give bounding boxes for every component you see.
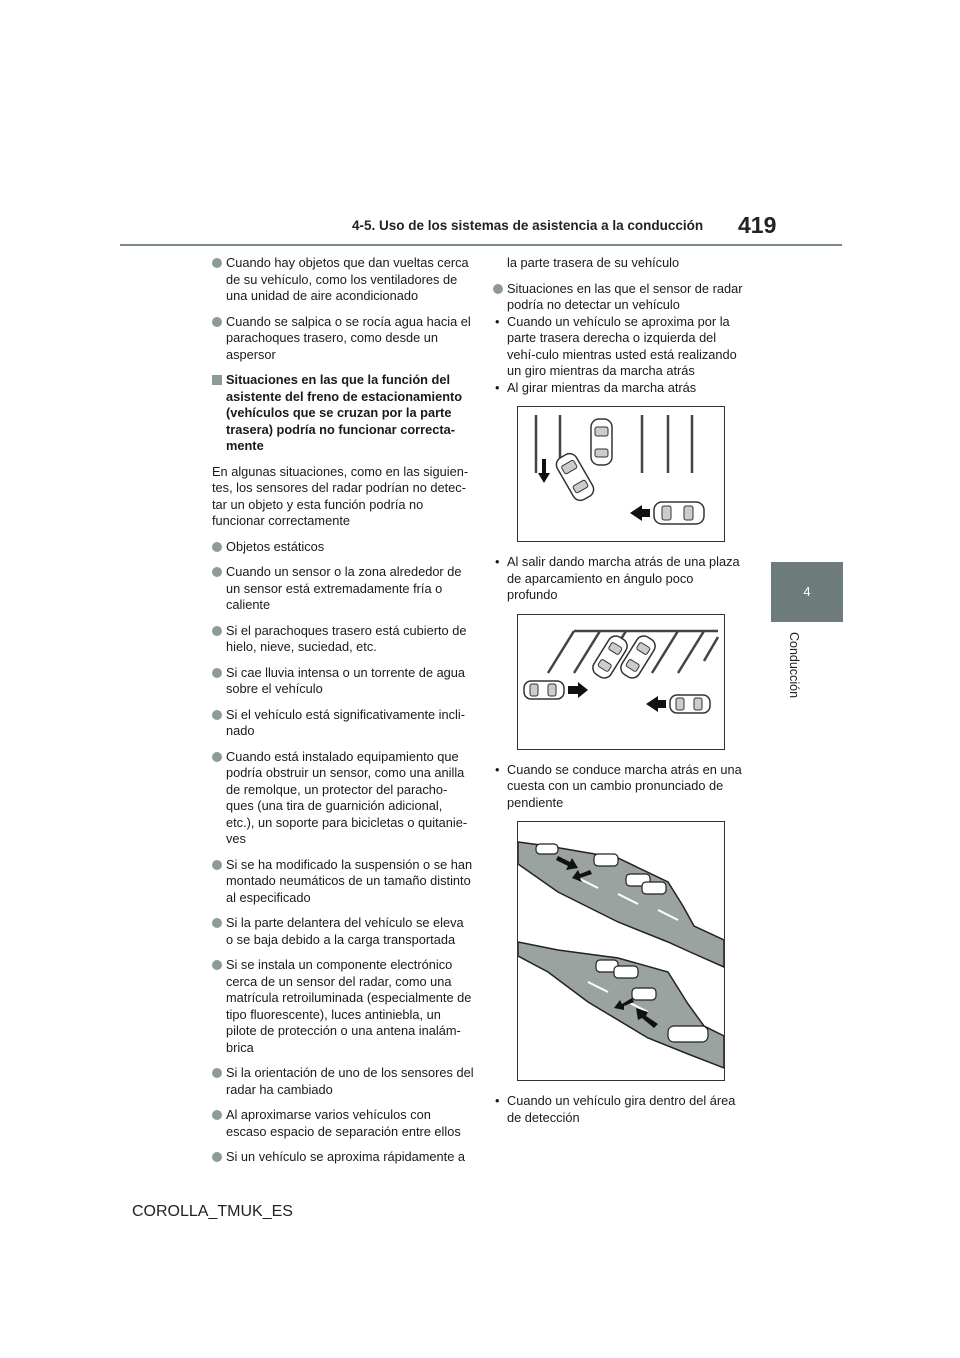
list-item: Situaciones en las que el sensor de radar podría no detectar un vehículo: [493, 281, 745, 314]
bullet-icon: [212, 567, 222, 577]
bullet-icon: [212, 542, 222, 552]
left-column: [212, 255, 474, 1175]
section-subheading: Situaciones en las que la función del asistente del freno de estacionamiento (vehículos que se cruzan por la parte trasera) podría no funcionar correcta-mente: [212, 372, 474, 455]
reversing-car-icon: [553, 451, 596, 504]
angled-parking-illustration: [518, 615, 724, 749]
bullet-icon: [212, 626, 222, 636]
bullet-icon: [212, 1152, 222, 1162]
bullet-icon: [212, 317, 222, 327]
intro-paragraph: En algunas situaciones, como en las siguien-tes, los sensores del radar podrían no detec-tar un objeto y esta función podría no funcionar correctamente: [212, 463, 469, 528]
list-item: Objetos estáticos: [212, 539, 474, 556]
arrow-left-icon: [630, 505, 650, 521]
page-number: 419: [738, 212, 777, 238]
list-item: Si un vehículo se aproxima rápidamente a: [212, 1149, 474, 1166]
car-icon: [614, 966, 638, 978]
list-item: Cuando hay objetos que dan vueltas cerca de su vehículo, como los ventiladores de una unidad de aire acondicionado: [212, 255, 474, 305]
list-item: Cuando está instalado equipamiento que podría obstruir un sensor, como una anilla de remolque, un protector del paracho-ques (una tira de guarnición adicional, etc.), un soporte para bicicletas o quitanie-ves: [212, 749, 474, 848]
square-bullet-icon: [212, 375, 222, 385]
figure-angled-parking: [517, 614, 725, 750]
car-icon: [594, 854, 618, 866]
dash-item: • Cuando un vehículo gira dentro del área de detección: [495, 1093, 736, 1125]
list-item: Cuando un sensor o la zona alrededor de un sensor está extremadamente fría o caliente: [212, 564, 474, 614]
right-column: [493, 255, 745, 1126]
dash-item: • Al salir dando marcha atrás de una plaza de aparcamiento en ángulo poco profundo: [495, 554, 740, 602]
dash-item: • Cuando un vehículo se aproxima por la parte trasera derecha o izquierda del vehí-culo mientras usted está realizando un giro mientras da marcha atrás: [495, 313, 737, 378]
bullet-icon: [212, 960, 222, 970]
bullet-icon: [212, 752, 222, 762]
list-item: Cuando se salpica o se rocía agua hacia el parachoques trasero, como desde un aspersor: [212, 314, 474, 364]
right-car-icon: [670, 695, 710, 713]
car-icon: [632, 988, 656, 1000]
page-header-title: 4-5. Uso de los sistemas de asistencia a la conducción: [352, 218, 704, 233]
parked-car-icon: [591, 419, 612, 465]
continued-text: la parte trasera de su vehículo: [507, 255, 680, 270]
parking-lot-illustration: [518, 407, 724, 541]
bullet-icon: [212, 668, 222, 678]
bullet-icon: [212, 860, 222, 870]
list-item: Si la orientación de uno de los sensores del radar ha cambiado: [212, 1065, 474, 1098]
bullet-icon: [212, 258, 222, 268]
list-item: Al aproximarse varios vehículos con escaso espacio de separación entre ellos: [212, 1107, 474, 1140]
footer-model-code: COROLLA_TMUK_ES: [132, 1203, 293, 1220]
bullet-icon: [212, 918, 222, 928]
car-icon: [536, 844, 558, 854]
bullet-icon: [212, 710, 222, 720]
left-car-icon: [524, 681, 564, 699]
figure-turning-reverse: [517, 406, 725, 542]
bullet-icon: [212, 1068, 222, 1078]
arrow-down-icon: [538, 459, 550, 483]
chapter-tab: 4: [771, 562, 843, 622]
header-rule: [120, 244, 842, 246]
list-item: Si la parte delantera del vehículo se eleva o se baja debido a la carga transportada: [212, 915, 474, 948]
list-item: Si cae lluvia intensa o un torrente de agua sobre el vehículo: [212, 665, 474, 698]
approaching-car-icon: [654, 502, 704, 524]
list-item: Si el vehículo está significativamente incli-nado: [212, 707, 474, 740]
arrow-left-icon: [646, 696, 666, 712]
chapter-label: Conducción: [787, 632, 801, 699]
dash-item: • Al girar mientras da marcha atrás: [495, 379, 697, 395]
slope-illustration: [518, 822, 724, 1080]
list-item: Si se ha modificado la suspensión o se han montado neumáticos de un tamaño distinto al especificado: [212, 857, 474, 907]
figure-slope: [517, 821, 725, 1081]
dash-item: • Cuando se conduce marcha atrás en una cuesta con un cambio pronunciado de pendiente: [495, 761, 742, 810]
car-icon: [668, 1026, 708, 1042]
list-item: Si se instala un componente electrónico cerca de un sensor del radar, como una matrícula retroiluminada (especialmente de tipo fluorescente), luces antiniebla, un pilote de protección o una antena inalám-brica: [212, 957, 474, 1056]
bullet-icon: [493, 284, 503, 294]
arrow-right-icon: [568, 682, 588, 698]
list-item: Si el parachoques trasero está cubierto de hielo, nieve, suciedad, etc.: [212, 623, 474, 656]
car-icon: [642, 882, 666, 894]
bullet-icon: [212, 1110, 222, 1120]
